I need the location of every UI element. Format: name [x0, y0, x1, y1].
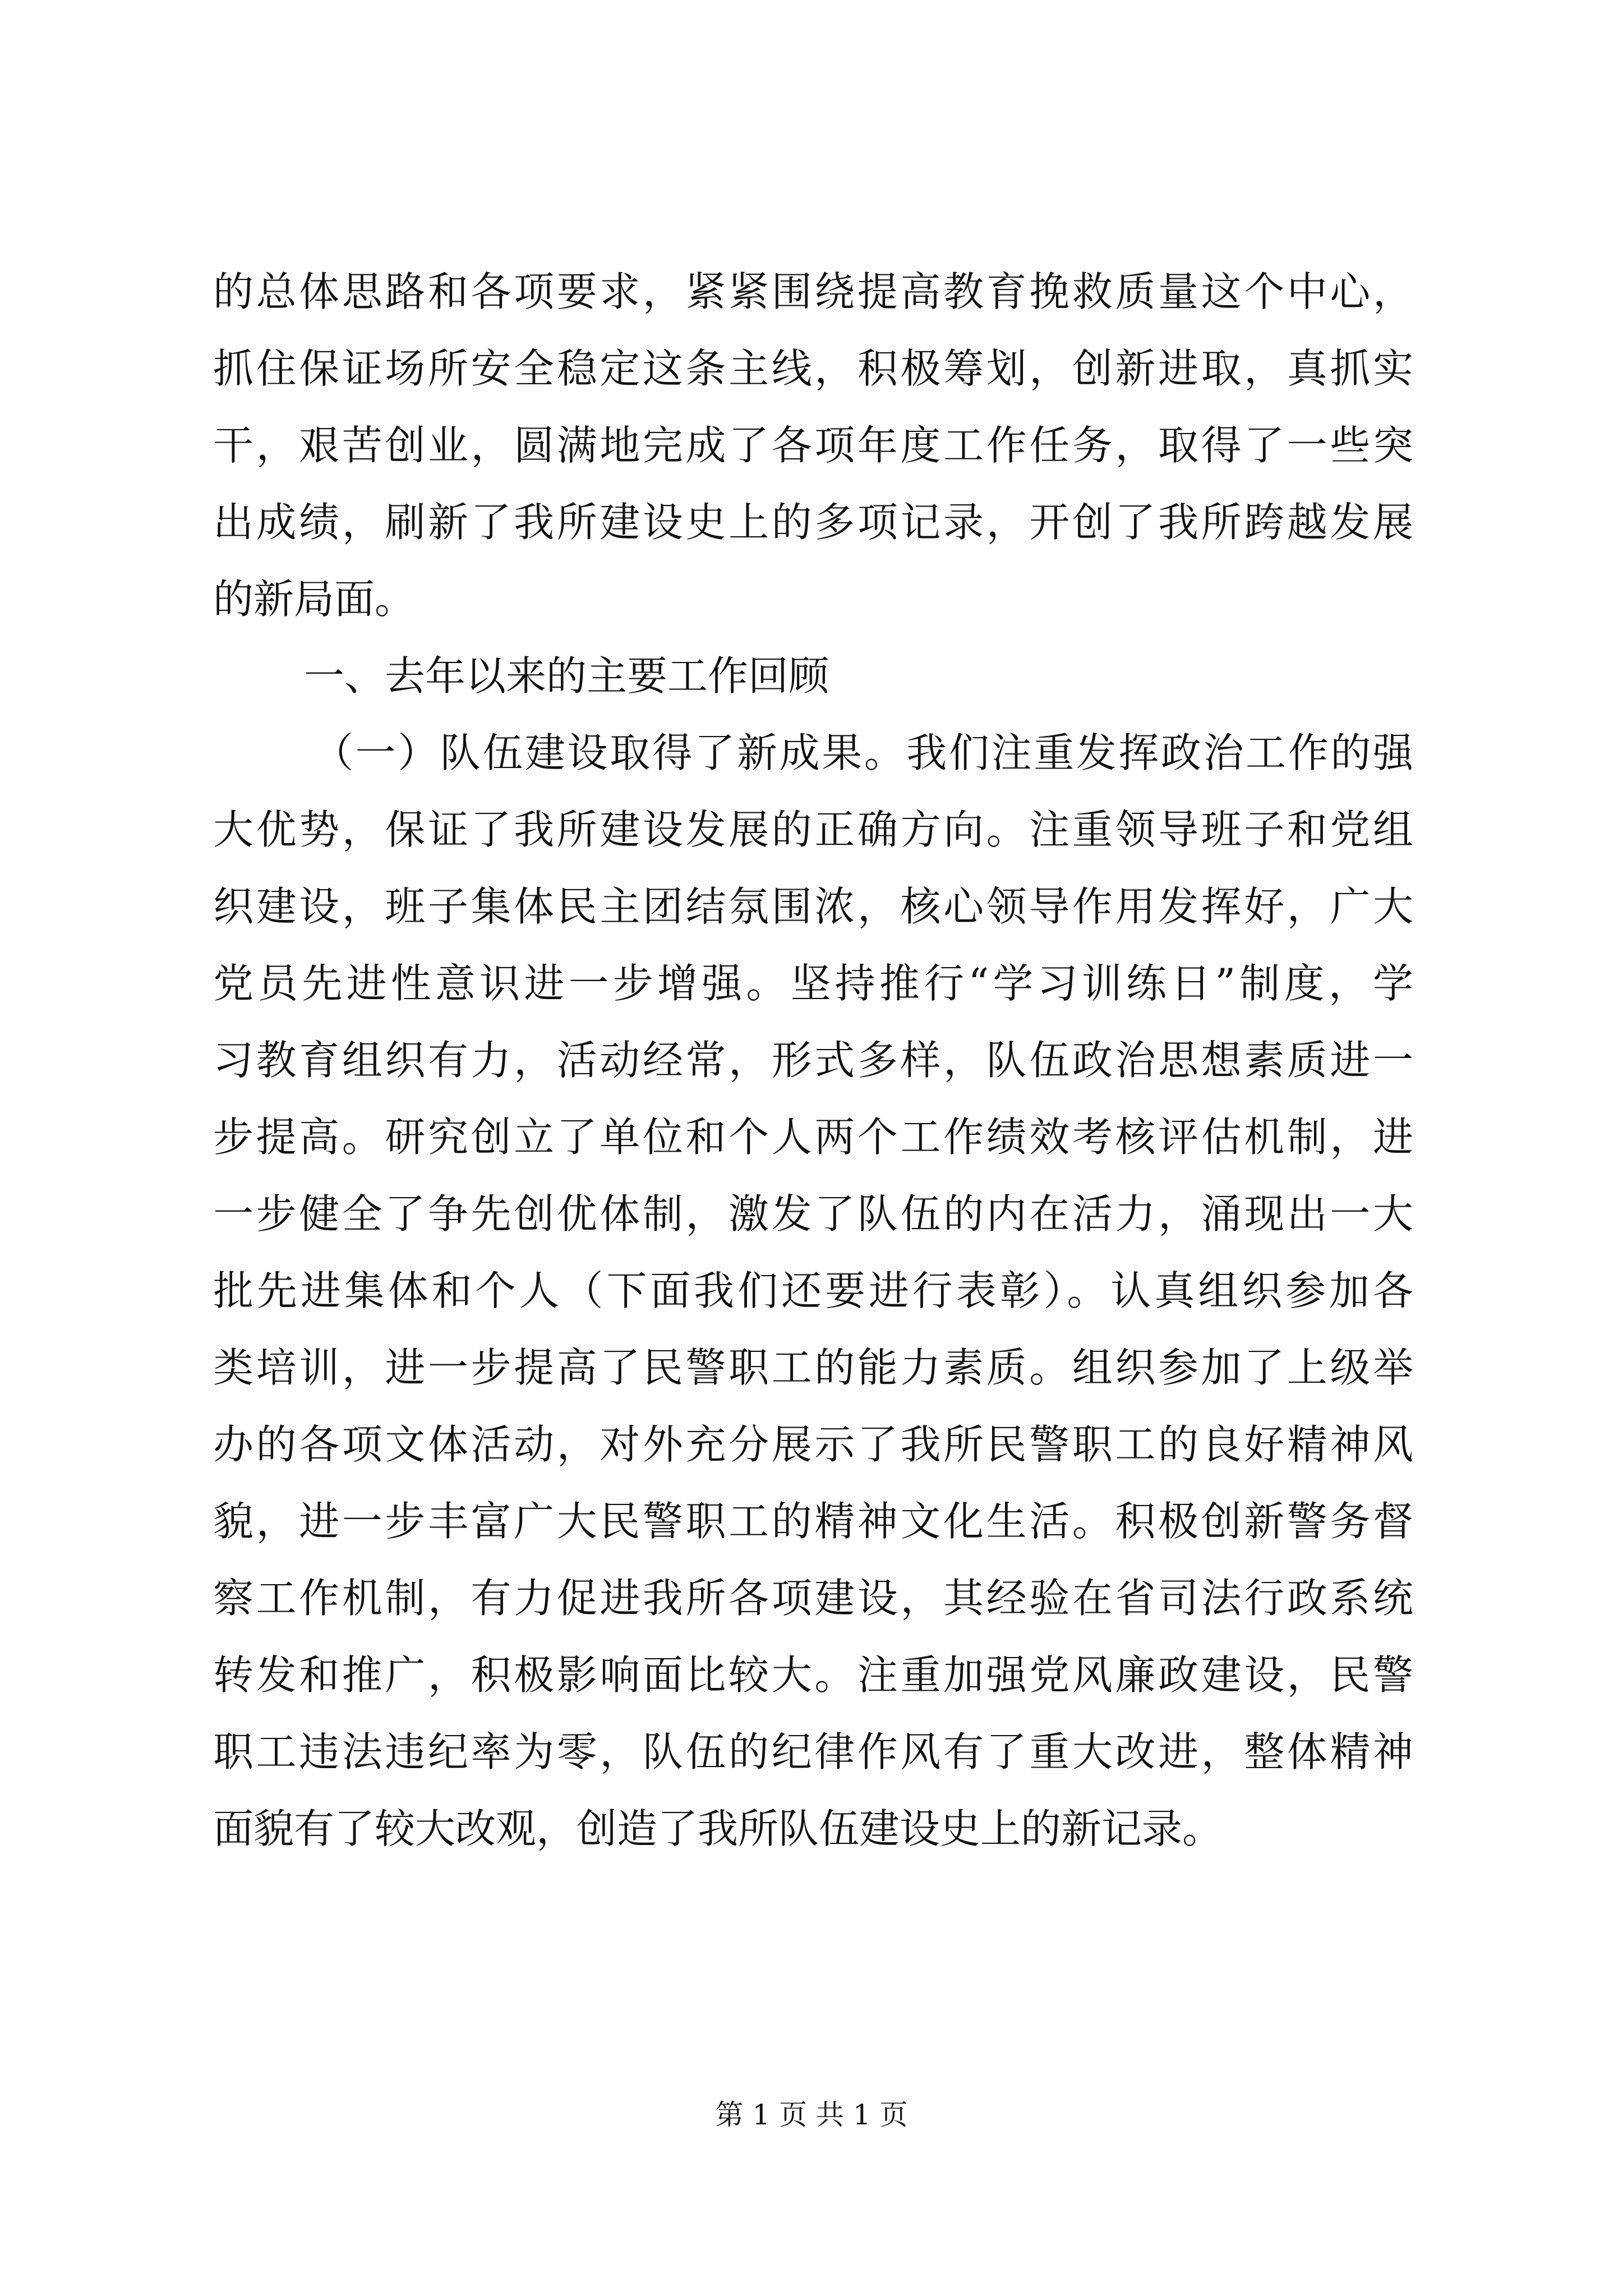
paragraph-2 [213, 715, 1413, 1867]
text-line: 织建设，班子集体民主团结氛围浓，核心领导作用发挥好，广大 [213, 883, 1413, 930]
document-body [213, 254, 1413, 1867]
text-line: （一）队伍建设取得了新成果。我们注重发挥政治工作的强 [313, 729, 1413, 776]
text-line: 批先进集体和个人（下面我们还要进行表彰）。认真组织参加各 [213, 1267, 1413, 1314]
text-line: 类培训，进一步提高了民警职工的能力素质。组织参加了上级举 [213, 1344, 1413, 1391]
text-line: 职工违法违纪率为零，队伍的纪律作风有了重大改进，整体精神 [213, 1728, 1413, 1775]
page-number-label: 第 1 页 共 1 页 [715, 2099, 908, 2131]
text-line: 办的各项文体活动，对外充分展示了我所民警职工的良好精神风 [213, 1421, 1413, 1468]
text-line: 察工作机制，有力促进我所各项建设，其经验在省司法行政系统 [213, 1575, 1413, 1622]
text-line: 步提高。研究创立了单位和个人两个工作绩效考核评估机制，进 [213, 1114, 1413, 1161]
text-line: 一步健全了争先创优体制，激发了队伍的内在活力，涌现出一大 [213, 1190, 1413, 1237]
text-line: 面貌有了较大改观，创造了我所队伍建设史上的新记录。 [213, 1805, 1223, 1852]
text-line: 习教育组织有力，活动经常，形式多样，队伍政治思想素质进一 [213, 1037, 1413, 1084]
text-line: 貌，进一步丰富广大民警职工的精神文化生活。积极创新警务督 [213, 1498, 1413, 1545]
text-line: 大优势，保证了我所建设发展的正确方向。注重领导班子和党组 [213, 806, 1413, 853]
section-heading: 一、去年以来的主要工作回顾 [304, 652, 829, 700]
text-line: 干，艰苦创业，圆满地完成了各项年度工作任务，取得了一些突 [213, 422, 1413, 469]
text-line: 的总体思路和各项要求，紧紧围绕提高教育挽救质量这个中心， [213, 268, 1413, 315]
page-footer [0, 2092, 1623, 2137]
text-line: 转发和推广，积极影响面比较大。注重加强党风廉政建设，民警 [213, 1651, 1413, 1699]
text-line: 抓住保证场所安全稳定这条主线，积极筹划，创新进取，真抓实 [213, 345, 1413, 392]
paragraph-1 [213, 254, 1413, 638]
text-line: 的新局面。 [213, 576, 416, 623]
text-line: 党员先进性意识进一步增强。坚持推行“学习训练日”制度，学 [213, 960, 1413, 1007]
text-line: 出成绩，刷新了我所建设史上的多项记录，开创了我所跨越发展 [213, 499, 1413, 546]
